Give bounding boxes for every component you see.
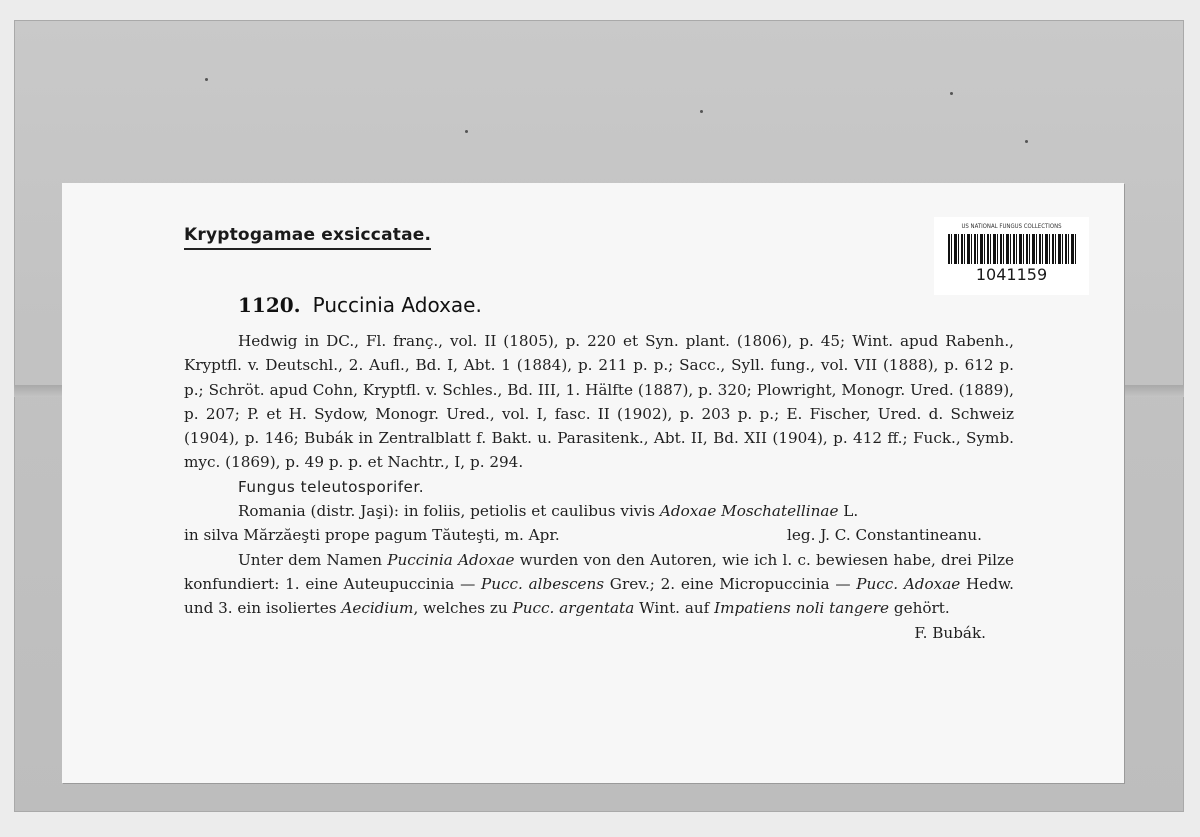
host-name: Adoxae Moschatellinae [659,502,839,521]
paper-speck [700,110,703,113]
exsiccata-number: 1120. [238,293,301,317]
collector: leg. J. C. Constantineanu. [787,526,982,545]
note-taxon: Aecidium [341,599,414,618]
fungus-type: Fungus teleutosporifer. [238,477,425,496]
note-author: F. Bubák. [914,623,986,642]
references-paragraph: Hedwig in DC., Fl. franç., vol. II (1805), p. 220 et Syn. plant. (1806), p. 45; Wint. apud Rabenh., Kryptfl. v. Deutschl., 2. Aufl., Bd. I, Abt. 1 (1884), p. 211 p. p.; Sacc., Syll. fung., vol. VII (1888), p. 612 p. p.; Schröt. apud Cohn, Kryptfl. v. Schles., Bd. III, 1. Hälfte (1887), p. 320; Plowright, Monogr. Ured. (1889), p. 207; P. et H. Sydow, Monogr. Ured., vol. I, fasc. II (1902), p. 203 p. p.; E. Fischer, Ured. d. Schweiz (1904), p. 146; Bubák in Zentralblatt f. Bakt. u. Parasitenk., Abt. II, Bd. XII (1904), p. 412 ff.; Fuck., Symb. myc. (1869), p. 49 p. p. et Nachtr., I, p. 294. [184,332,1014,472]
host-author: L. [838,502,859,521]
paper-speck [950,92,953,95]
label-body [184,329,1014,645]
locality-line-2 [184,523,1014,547]
note-taxon: Pucc. Adoxae [856,574,961,593]
locality-text: Romania (distr. Jaşi): in foliis, petiolis et caulibus vivis [238,502,660,521]
note-taxon: Impatiens noli tangere [714,599,890,618]
paper-speck [1025,140,1028,143]
locality-paragraph [184,499,1014,523]
note-text: , welches zu [413,599,513,618]
note-text: gehört. [889,599,950,618]
note-taxon: Puccinia Adoxae [387,550,515,569]
note-text: Unter dem Namen [238,550,388,569]
note-text: Wint. auf [634,599,715,618]
barcode-sticker [934,217,1089,295]
barcode-number: 1041159 [975,265,1048,284]
paper-speck [465,130,468,133]
specimen-label [62,183,1124,783]
specimen-heading [238,293,482,317]
note-text: Hedw. und 3. ein isoliertes [184,574,1014,618]
barcode-institution: US NATIONAL FUNGUS COLLECTIONS [961,223,1062,230]
series-title: Kryptogamae exsiccatae. [184,225,431,250]
note-paragraph [184,548,1014,621]
barcode-bars [948,234,1076,264]
locality-place: in silva Mărzăeşti prope pagum Tăuteşti, m. Apr. [184,526,560,545]
note-taxon: Pucc. albescens [481,574,605,593]
note-text: wurden von den Autoren, wie ich l. c. bewiesen habe, drei Pilze konfundiert: 1. eine Auteupuccinia — [184,550,1014,593]
note-text: Grev.; 2. eine Micropuccinia — [604,574,857,593]
note-taxon: Pucc. argentata [512,599,635,618]
note-signature-line [184,621,1014,645]
paper-speck [205,78,208,81]
species-name: Puccinia Adoxae. [312,293,482,317]
